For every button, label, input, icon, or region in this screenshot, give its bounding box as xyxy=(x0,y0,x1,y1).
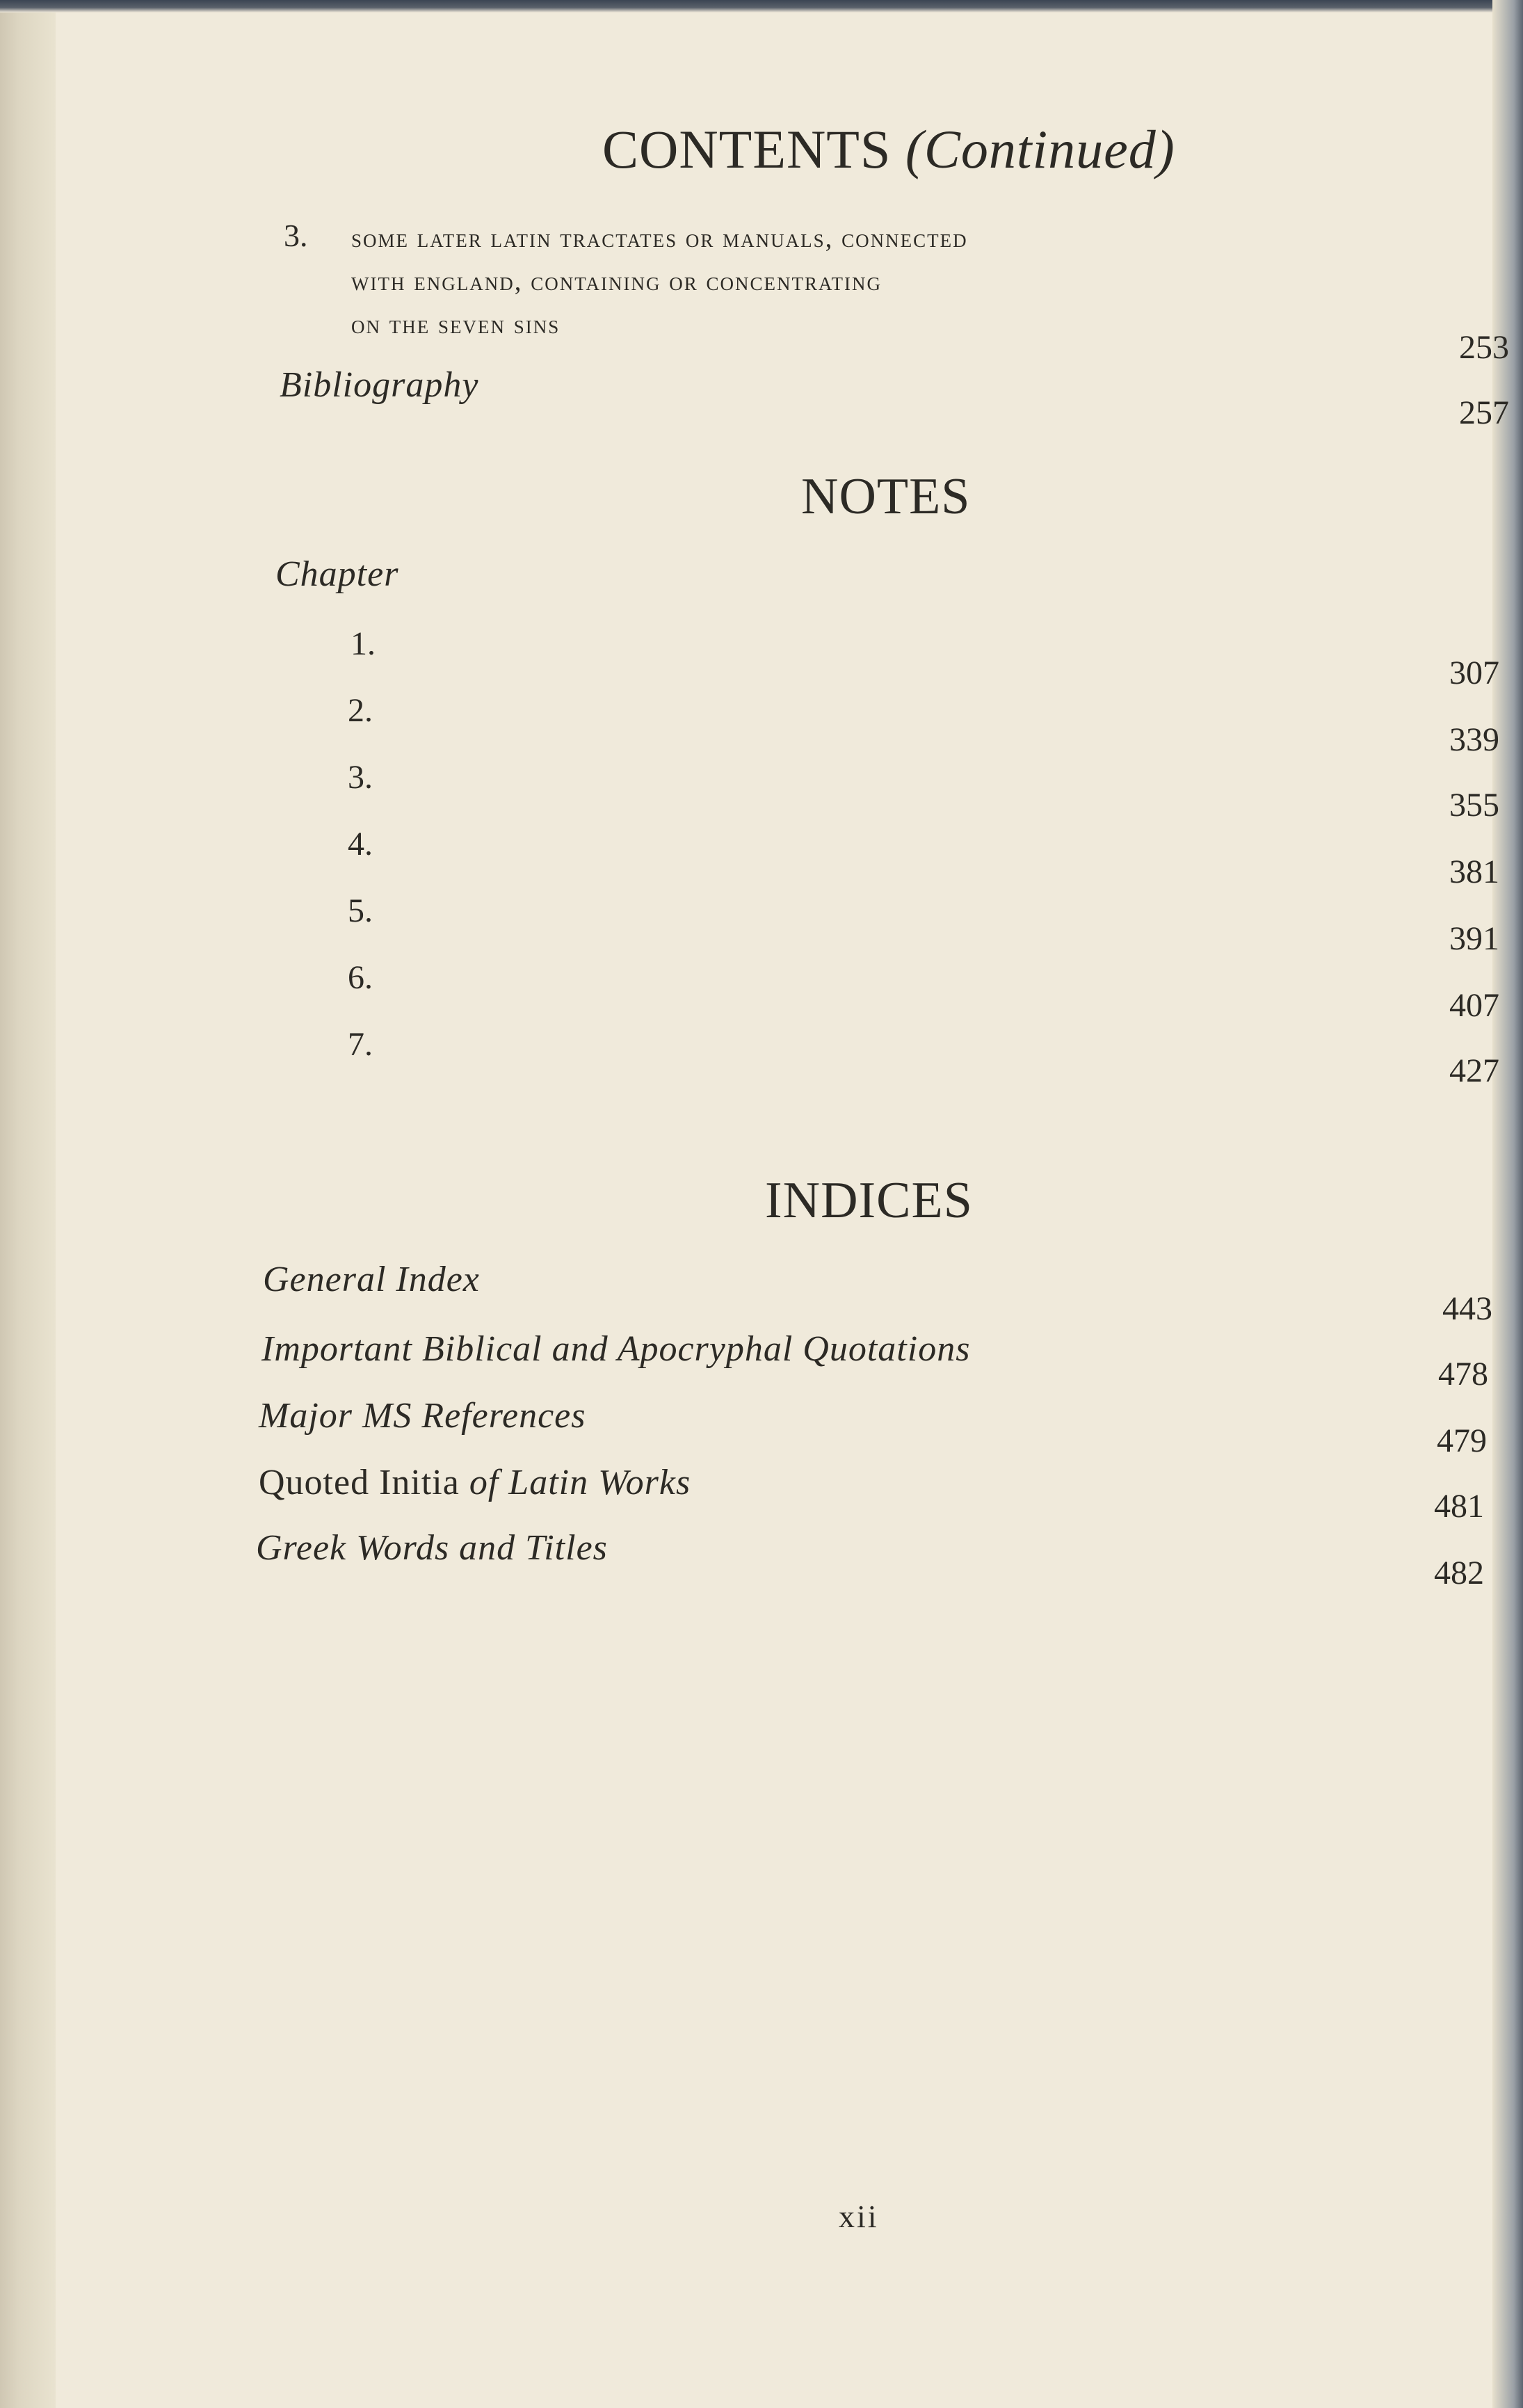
index-page-number: 479 xyxy=(1437,1422,1487,1459)
index-label-italic: of Latin Works xyxy=(469,1463,691,1502)
chapter-number: 7. xyxy=(348,1026,373,1063)
chapter-page-number: 391 xyxy=(1449,920,1499,957)
chapter-page-number: 407 xyxy=(1449,987,1499,1024)
page-top-edge xyxy=(0,0,1523,13)
chapter-page-number: 307 xyxy=(1449,655,1499,691)
index-label: General Index xyxy=(263,1260,480,1299)
entry-title-line: some later latin tractates or manuals, connected xyxy=(351,223,968,253)
chapter-number: 2. xyxy=(348,692,373,729)
chapter-number: 1. xyxy=(350,625,376,662)
index-page-number: 478 xyxy=(1438,1356,1488,1392)
indices-heading: INDICES xyxy=(765,1172,973,1229)
index-label: Important Biblical and Apocryphal Quotations xyxy=(261,1329,971,1369)
bibliography-page-number: 257 xyxy=(1459,394,1509,431)
chapter-page-number: 427 xyxy=(1449,1052,1499,1089)
title-main: CONTENTS xyxy=(602,119,892,179)
page-folio: xii xyxy=(839,2199,879,2234)
index-label: Major MS References xyxy=(259,1396,586,1436)
book-gutter xyxy=(0,0,57,2408)
chapter-number: 4. xyxy=(348,826,373,862)
entry-title-line: on the seven sins xyxy=(351,310,561,339)
index-page-number: 443 xyxy=(1442,1290,1492,1327)
chapter-label: Chapter xyxy=(275,554,399,594)
entry-page-number: 253 xyxy=(1459,329,1509,366)
chapter-number: 3. xyxy=(348,759,373,796)
page-title xyxy=(602,118,1175,181)
chapter-page-number: 355 xyxy=(1449,787,1499,824)
notes-heading: NOTES xyxy=(801,468,971,525)
title-continued: (Continued) xyxy=(905,119,1175,179)
bibliography-label: Bibliography xyxy=(280,365,479,405)
entry-number: 3. xyxy=(284,218,308,253)
chapter-number: 6. xyxy=(348,959,373,996)
index-label xyxy=(259,1462,691,1503)
index-label-roman: Quoted Initia xyxy=(259,1463,460,1502)
index-page-number: 481 xyxy=(1434,1488,1484,1525)
entry-title-line: with england, containing or concentrating xyxy=(351,266,883,296)
index-label: Greek Words and Titles xyxy=(256,1528,608,1568)
chapter-page-number: 381 xyxy=(1449,853,1499,890)
chapter-number: 5. xyxy=(348,892,373,929)
index-page-number: 482 xyxy=(1434,1555,1484,1591)
chapter-page-number: 339 xyxy=(1449,721,1499,758)
